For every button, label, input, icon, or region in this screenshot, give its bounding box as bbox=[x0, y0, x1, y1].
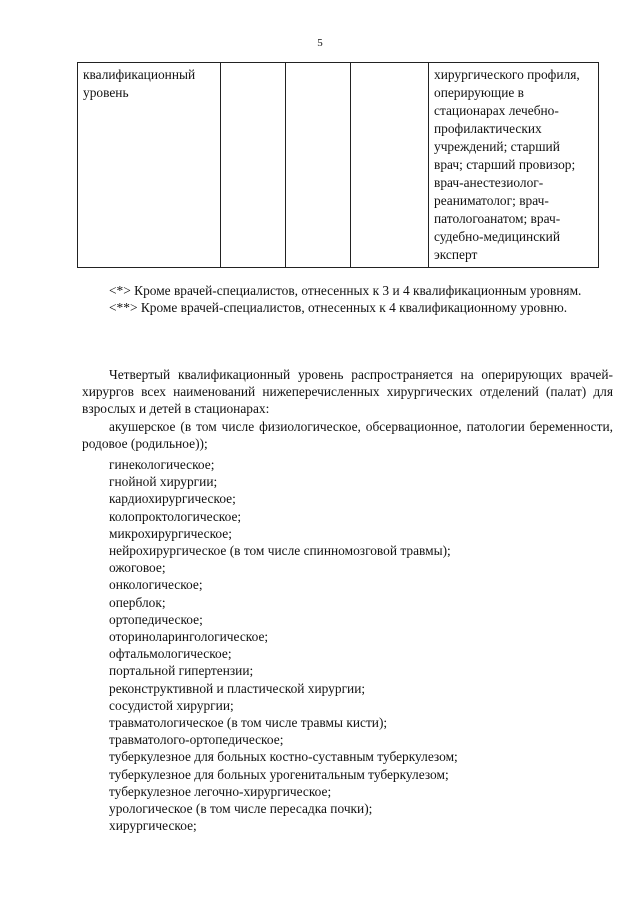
list-item: урологическое (в том числе пересадка почки); bbox=[109, 801, 373, 817]
table-cell-empty bbox=[221, 63, 286, 268]
list-item: офтальмологическое; bbox=[109, 646, 232, 662]
cell-line: стационарах лечебно- bbox=[434, 103, 559, 118]
list-item: травматолого-ортопедическое; bbox=[109, 732, 284, 748]
paragraph-fourth-level: Четвертый квалификационный уровень распространяется на оперирующих врачей-хирургов всех наименований нижеперечисленных хирургических отделений (палат) для взрослых и детей в стационарах: bbox=[82, 367, 613, 417]
table-cell-positions bbox=[429, 63, 599, 268]
footnotes bbox=[82, 282, 613, 316]
cell-line: учреждений; старший bbox=[434, 139, 560, 154]
list-item: гнойной хирургии; bbox=[109, 474, 218, 490]
cell-line: квалификационный bbox=[83, 67, 196, 82]
list-item: туберкулезное для больных костно-суставным туберкулезом; bbox=[109, 749, 458, 765]
cell-line: оперирующие в bbox=[434, 85, 524, 100]
department-list bbox=[109, 456, 458, 834]
list-item: ортопедическое; bbox=[109, 611, 203, 627]
list-item: сосудистой хирургии; bbox=[109, 697, 234, 713]
list-item-obstetric: акушерское (в том числе физиологическое, обсервационное, патологии беременности, родовое (родильное)); bbox=[82, 418, 613, 451]
qualification-table bbox=[77, 62, 599, 268]
list-item: оториноларингологическое; bbox=[109, 629, 269, 645]
footnote-1: <*> Кроме врачей-специалистов, отнесенных к 3 и 4 квалификационным уровням. bbox=[109, 283, 582, 298]
list-item: микрохирургическое; bbox=[109, 525, 232, 541]
list-item: травматологическое (в том числе травмы кисти); bbox=[109, 715, 388, 731]
cell-line: врач-анестезиолог- bbox=[434, 175, 544, 190]
cell-line: хирургического профиля, bbox=[434, 67, 580, 82]
list-item: нейрохирургическое (в том числе спинномозговой травмы); bbox=[109, 543, 451, 559]
list-item: оперблок; bbox=[109, 594, 166, 610]
list-item: реконструктивной и пластической хирургии; bbox=[109, 680, 366, 696]
cell-line: судебно-медицинский bbox=[434, 229, 561, 244]
table-cell-empty bbox=[351, 63, 429, 268]
list-item: хирургическое; bbox=[109, 818, 197, 834]
main-text bbox=[82, 366, 613, 452]
table-cell-empty bbox=[286, 63, 351, 268]
list-item: колопроктологическое; bbox=[109, 508, 242, 524]
list-item: ожоговое; bbox=[109, 560, 166, 576]
table-row bbox=[78, 63, 599, 268]
list-item: онкологическое; bbox=[109, 577, 203, 593]
table-cell-level bbox=[78, 63, 221, 268]
cell-line: профилактических bbox=[434, 121, 542, 136]
cell-line: эксперт bbox=[434, 247, 478, 262]
cell-line: врач; старший провизор; bbox=[434, 157, 576, 172]
cell-line: патологоанатом; врач- bbox=[434, 211, 561, 226]
list-item: туберкулезное для больных урогенитальным туберкулезом; bbox=[109, 766, 449, 782]
footnote-2: <**> Кроме врачей-специалистов, отнесенных к 4 квалификационному уровню. bbox=[109, 300, 568, 316]
page-number: 5 bbox=[317, 37, 323, 49]
list-item: гинекологическое; bbox=[109, 457, 215, 472]
list-item: кардиохирургическое; bbox=[109, 491, 236, 507]
cell-line: реаниматолог; врач- bbox=[434, 193, 549, 208]
cell-line: уровень bbox=[83, 85, 129, 100]
list-item: портальной гипертензии; bbox=[109, 663, 254, 679]
list-item: туберкулезное легочно-хирургическое; bbox=[109, 783, 332, 799]
